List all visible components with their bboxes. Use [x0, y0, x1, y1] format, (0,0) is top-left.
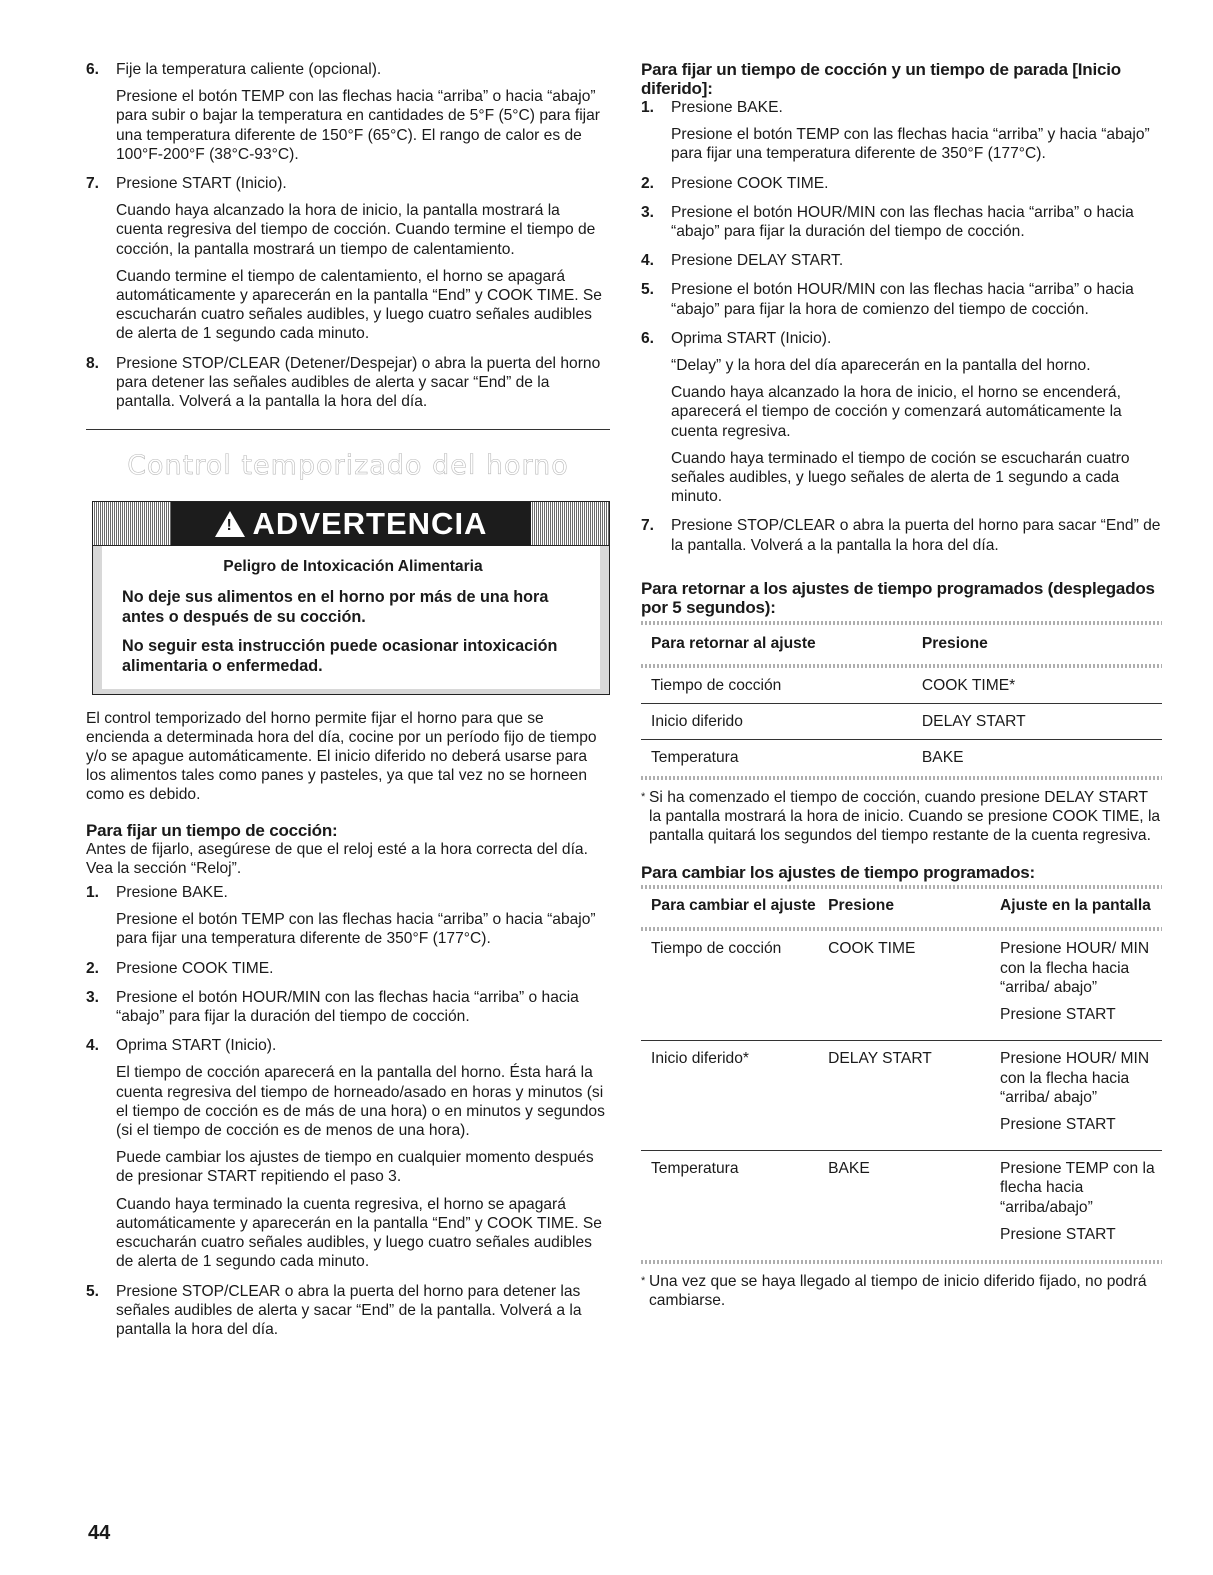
section-divider	[86, 429, 610, 430]
step-number: 6.	[641, 329, 655, 347]
step-item	[86, 1282, 610, 1346]
dotted-rule	[641, 776, 1162, 780]
warning-title: Peligro de Intoxicación Alimentaria	[223, 558, 483, 576]
step-text: Presione BAKE.	[671, 99, 783, 116]
step-number: 3.	[641, 203, 655, 221]
step-item	[86, 1036, 610, 1277]
column-header: Presione	[921, 634, 988, 652]
warning-line-1: No deje sus alimentos en el horno por más de una hora antes o después de su cocción.	[122, 588, 549, 626]
table-cell: Inicio diferido	[641, 704, 912, 740]
step-text: Presione STOP/CLEAR o abra la puerta del horno para detener las señales audibles de alerta y sacar “End” de la pantalla. Volverá a la pantalla la hora del día.	[116, 1282, 582, 1338]
table-cell	[990, 931, 1162, 1040]
step-number: 2.	[86, 959, 100, 977]
table-cell: COOK TIME	[828, 940, 916, 958]
step-item	[641, 516, 1162, 560]
display-instruction: Presione HOUR/ MIN con la flecha hacia “arriba/ abajo”	[1000, 1050, 1150, 1106]
table-row	[641, 931, 1162, 1040]
step-text: Presione el botón TEMP con las flechas hacia “arriba” o hacia “abajo” para subir o bajar la temperatura en cantidades de 5°F (5°C) para fijar una temperatura diferente de 150°F (65°C). El rango de calor es de 100°F-200°F (38°C-93°C).	[116, 88, 601, 163]
cook-time-heading: Para fijar un tiempo de cocción:	[86, 820, 338, 840]
step-text: Cuando haya terminado la cuenta regresiva, el horno se apagará automáticamente y aparecerán en la pantalla “End” y COOK TIME. Se escucharán cuatro señales audibles, y luego cuatro señales audibles de alerta de 1 segundo cada minuto.	[116, 1195, 602, 1271]
delay-steps-list	[641, 98, 1162, 561]
step-text: Cuando haya terminado el tiempo de coción se escucharán cuatro señales audibles, y luego señales de alerta de 1 segundo a cada minuto.	[671, 449, 1130, 506]
left-column	[86, 60, 610, 1349]
step-number: 3.	[86, 988, 100, 1006]
table-row	[641, 1041, 1162, 1151]
column-header: Para cambiar el ajuste	[651, 897, 816, 915]
right-column	[641, 60, 1162, 1310]
warning-banner	[93, 502, 609, 546]
step-text: Presione el botón HOUR/MIN con las flechas hacia “arriba” o hacia “abajo” para fijar la duración del tiempo de cocción.	[116, 988, 579, 1026]
table-row	[641, 704, 1162, 740]
section-heading: Control temporizado del horno	[127, 450, 569, 482]
step-text: Oprima START (Inicio).	[116, 1037, 277, 1055]
step-number: 5.	[86, 1282, 100, 1300]
table-row	[641, 740, 1162, 776]
table-cell: Tiempo de cocción	[651, 677, 782, 695]
table-cell: Temperatura	[641, 1151, 818, 1260]
table-cell: BAKE	[912, 740, 1162, 776]
table-cell: Temperatura	[641, 740, 912, 776]
step-item	[86, 354, 610, 418]
step-text: Cuando termine el tiempo de calentamiento, el horno se apagará automáticamente y aparecerán en la pantalla “End” y COOK TIME. Se escucharán cuatro señales audibles, y luego cuatro señales audibles de alerta de 1 segundo cada minuto.	[116, 267, 602, 343]
step-text: Presione STOP/CLEAR (Detener/Despejar) o abra la puerta del horno para detener las señales audibles de alerta y sacar “End” de la pantalla. Volverá a la pantalla la hora del día.	[116, 354, 601, 411]
step-text: El tiempo de cocción aparecerá en la pantalla del horno. Ésta hará la cuenta regresiva del tiempo de horneado/asado en horas y minutos (si el tiempo de cocción es de más de una hora) o en minutos y segundos (si el tiempo de cocción es de menos de una hora).	[116, 1064, 605, 1140]
dotted-rule	[641, 621, 1162, 625]
step-text: Presione el botón TEMP con las flechas hacia “arriba” o hacia “abajo” para fijar una temperatura diferente de 350°F (177°C).	[116, 911, 596, 948]
step-number: 7.	[86, 175, 100, 193]
table-cell: Tiempo de cocción	[651, 940, 782, 958]
display-instruction: Presione START	[1000, 1115, 1116, 1133]
page-number: 44	[88, 1522, 111, 1544]
step-item	[86, 988, 610, 1032]
step-item	[641, 174, 1162, 199]
step-text: Puede cambiar los ajustes de tiempo en cualquier momento después de presionar START repitiendo el paso 3.	[116, 1149, 594, 1186]
step-number: 7.	[641, 517, 655, 535]
dotted-rule	[641, 664, 1162, 668]
change-table	[641, 889, 1162, 1260]
display-instruction: Presione START	[1000, 1225, 1116, 1243]
step-text: Cuando haya alcanzado la hora de inicio, la pantalla mostrará la cuenta regresiva del tiempo de cocción. Cuando termine el tiempo de cocción, la pantalla mostrará un tiempo de calentamiento.	[116, 202, 596, 258]
step-item	[86, 174, 610, 350]
table-cell: DELAY START	[818, 1041, 990, 1151]
delay-heading: Para fijar un tiempo de cocción y un tiempo de parada [Inicio diferido]:	[641, 60, 1121, 98]
warning-banner-text: ADVERTENCIA	[252, 506, 488, 542]
return-heading: Para retornar a los ajustes de tiempo programados (desplegados por 5 segundos):	[641, 578, 1155, 617]
step-text: Presione el botón HOUR/MIN con las flechas hacia “arriba” o hacia “abajo” para fijar la hora de comienzo del tiempo de cocción.	[671, 281, 1134, 318]
step-text: “Delay” y la hora del día aparecerán en la pantalla del horno.	[671, 357, 1091, 375]
display-instruction: Presione START	[1000, 1006, 1116, 1024]
step-text: Presione COOK TIME.	[116, 959, 274, 977]
table-cell: COOK TIME*	[921, 677, 1016, 695]
steps-bottom-list	[86, 883, 610, 1345]
return-table	[641, 625, 1162, 776]
warning-line-2: No seguir esta instrucción puede ocasionar intoxicación alimentaria o enfermedad.	[122, 637, 558, 676]
step-item	[641, 98, 1162, 170]
change-note-text: Una vez que se haya llegado al tiempo de inicio diferido fijado, no podrá cambiarse.	[649, 1272, 1147, 1310]
step-text: Fije la temperatura caliente (opcional).	[116, 61, 382, 78]
table-cell	[990, 1151, 1162, 1260]
step-item	[641, 203, 1162, 247]
step-number: 4.	[86, 1037, 100, 1055]
step-text: Oprima START (Inicio).	[671, 329, 832, 347]
return-note-text: Si ha comenzado el tiempo de cocción, cuando presione DELAY START la pantalla mostrará la hora de inicio. Cuando se presione COOK TIME, la pantalla quitará los segundos del tiempo restante de la cuenta regresiva.	[649, 788, 1161, 845]
step-item	[86, 60, 610, 170]
step-item	[641, 329, 1162, 513]
display-instruction: Presione TEMP con la flecha hacia “arriba/abajo”	[1000, 1160, 1155, 1216]
footnote-mark: *	[641, 1274, 646, 1287]
change-note	[641, 1272, 1162, 1310]
step-item	[641, 251, 1162, 276]
step-item	[86, 883, 610, 955]
dotted-rule	[641, 1260, 1162, 1264]
step-text: Cuando haya alcanzado la hora de inicio, el horno se encenderá, aparecerá el tiempo de cocción y comenzará automáticamente la cuenta regresiva.	[671, 384, 1122, 440]
return-note	[641, 788, 1162, 846]
step-text: Presione el botón TEMP con las flechas hacia “arriba” y hacia “abajo” para fijar una temperatura diferente de 350°F (177°C).	[671, 126, 1150, 163]
step-number: 1.	[86, 884, 100, 902]
table-row	[641, 1151, 1162, 1260]
table-cell: DELAY START	[912, 704, 1162, 740]
intro-paragraph: El control temporizado del horno permite fijar el horno para que se encienda a determinada hora del día, cocine por un período fijo de tiempo y/o se apague automáticamente. El inicio diferido no deberá usarse para los alimentos tales como panes y pasteles, ya que tal vez no se horneen como es debido.	[86, 709, 597, 804]
step-number: 5.	[641, 281, 655, 299]
table-row	[641, 668, 1162, 704]
column-header: Para retornar al ajuste	[651, 634, 816, 652]
step-number: 6.	[86, 61, 100, 78]
column-header: Ajuste en la pantalla	[1000, 897, 1151, 915]
step-text: Presione COOK TIME.	[671, 174, 829, 192]
cook-time-intro: Antes de fijarlo, asegúrese de que el reloj esté a la hora correcta del día. Vea la sección “Reloj”.	[86, 840, 588, 877]
step-text: Presione el botón HOUR/MIN con las flechas hacia “arriba” o hacia “abajo” para fijar la duración del tiempo de cocción.	[671, 203, 1134, 241]
warning-triangle-icon: !	[215, 511, 245, 537]
step-item	[641, 280, 1162, 324]
display-instruction: Presione HOUR/ MIN con la flecha hacia “arriba/ abajo”	[1000, 940, 1150, 996]
footnote-mark: *	[641, 790, 646, 803]
step-text: Presione BAKE.	[116, 884, 228, 902]
step-number: 2.	[641, 174, 655, 192]
warning-box	[92, 501, 610, 694]
step-text: Presione DELAY START.	[671, 252, 844, 270]
step-text: Presione START (Inicio).	[116, 175, 287, 193]
table-cell: Inicio diferido*	[641, 1041, 818, 1151]
change-heading: Para cambiar los ajustes de tiempo programados:	[641, 863, 1036, 883]
step-number: 1.	[641, 99, 655, 116]
step-item	[86, 959, 610, 984]
step-number: 4.	[641, 252, 655, 270]
table-cell	[990, 1041, 1162, 1151]
steps-top-list	[86, 60, 610, 417]
dotted-rule	[641, 927, 1162, 931]
column-header: Presione	[828, 897, 894, 915]
dotted-rule	[641, 885, 1162, 889]
table-cell: BAKE	[818, 1151, 990, 1260]
step-number: 8.	[86, 354, 100, 372]
step-text: Presione STOP/CLEAR o abra la puerta del horno para sacar “End” de la pantalla. Volverá a la pantalla la hora del día.	[671, 517, 1161, 554]
